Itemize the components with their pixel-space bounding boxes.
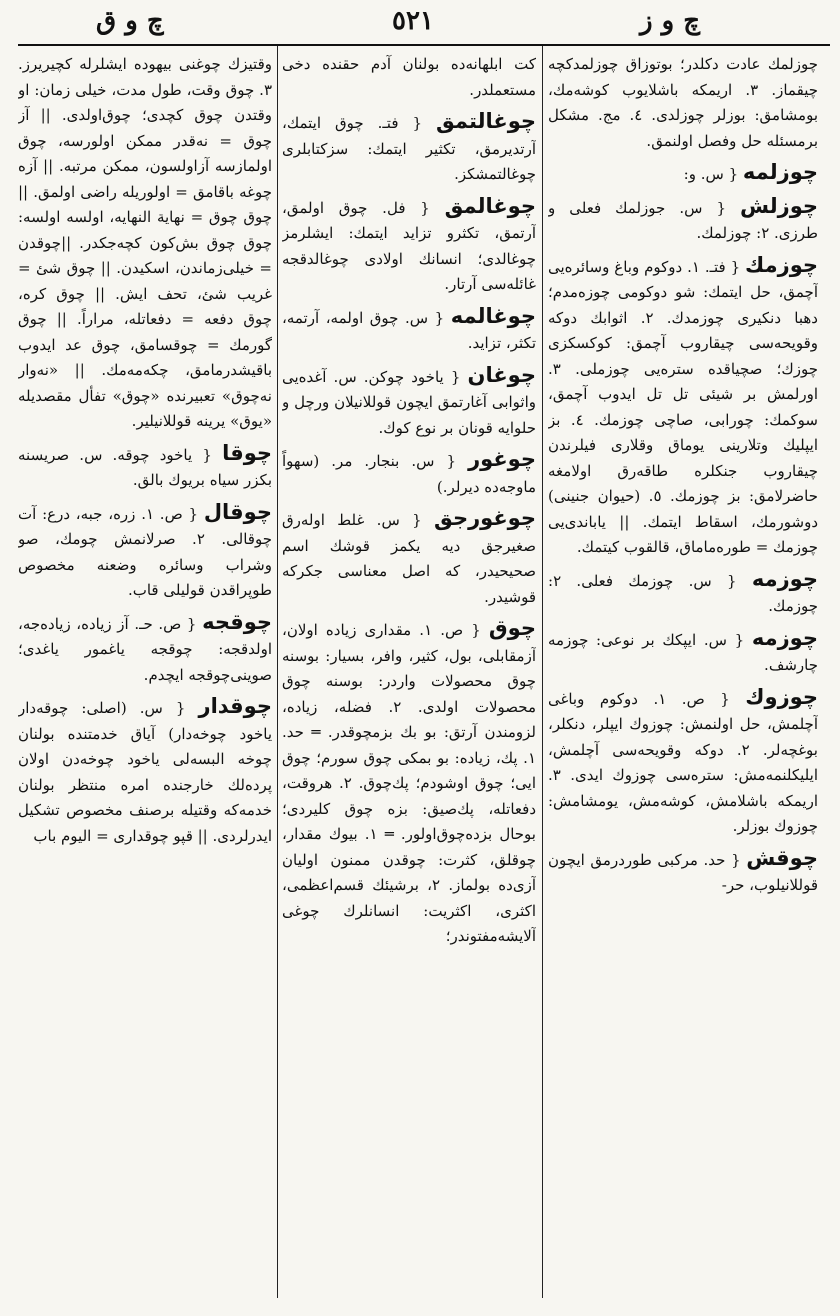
entry-headword: چوغالمق [444,193,536,218]
entry-definition: { س. (اصلى: چوقه‌دار ياخود چوخه‌دار) آياق خدمتنده بولنان چوخه البسه‌لى ياخود چوخه‌دن اولان پرده‌لك خارجنده امره منتظر بولنان خدمه‌كه وقتيله برصنف مخصوص تشكيل ايدرلردى. || قپو چوقدارى = اليوم باب [18,699,272,845]
entry-definition: چوزلمك عادت دكلدر؛ بوتوزاق چوزلمدكچه چيقماز. ٣. اريمكه باشلايوب كوشه‌مك، بومشامق: بوزلر چوزلدى. ٤. مج. مشكل برمسئله حل وفصل اولنمق. [548,55,818,150]
dictionary-entry [18,52,272,435]
entry-definition: { س. جوزلمك فعلى و طرزى. ٢: چوزلمك. [548,198,818,242]
entry-definition: { س. چوزمك فعلى. ٢: چوزمك. [548,571,818,615]
header-left-word: چ و ق [96,6,164,36]
entry-headword: چوزلش [740,193,818,218]
dictionary-entry [282,109,536,188]
entry-headword: چوغور [468,447,536,471]
dictionary-entry [548,567,818,620]
entry-definition: { س. و: [683,165,739,183]
entry-definition: { س. چوق اولمه، آرتمه، تكثر، تزايد. [282,308,536,352]
column-left [18,52,272,1302]
column-divider [277,46,278,1298]
dictionary-entry [282,363,536,442]
entry-definition: وقتيزك چوغنى بيهوده ايشلرله كچيريرز. ٣. چوق وقت، طول مدت، خيلى زمان: او وقتدن چوق كچدى؛ چوق‌اولدى. || آز چوق = نه‌قدر ممكن اولورسه، چوق اولمازسه آزاولسون، ممكن مرتبه. || آزه چوغه باقامق = اولوريله راضى اولمق. || چوق چوق = نهاية النهايه، اولسه اولسه: چوق چوق بش‌كون كچه‌جكدر. ||چوقدن = خيلى‌زماندن، اسكيدن. || چوق شئ = غريب شئ، تحف ايش. || چوق كره، چوق دفعه = دفعاتله، مراراً. || چوق گورمك = چوقسامق، چوق عد ايدوب باقيشدرمامق، چكه‌مه‌مك. || «نه‌وار نه‌چوق» تعبيرنده «چوق» تفأل مقصديله «يوق» يرينه قوللانيلير. [18,55,272,430]
entry-definition: { ص. ١. زره، جبه، درع: آت چوقالى. ٢. صرلانمش چومك، صو وشراب وسائره وضعنه مخصوص طوپراقدن قوليلى قاب. [18,504,272,599]
dictionary-entry [548,626,818,679]
column-middle [282,52,536,1302]
dictionary-entry [548,253,818,561]
dictionary-entry [282,194,536,298]
dictionary-entry [282,616,536,950]
entry-definition: { ص. ١. دوكوم وباغى آچلمش، حل اولنمش: چوزوك ايپلر، دنكلر، بوغچه‌لر. ٢. دوكه وقويحه‌سى آچلمش، ايليكلنمه‌مش: ستره‌سى چوزوك ايدى. ٣. اريمكه باشلامش، كوشه‌مش، يومشامش: چوزوك بوزلر. [548,689,818,835]
page-header [0,0,840,40]
entry-headword: چوقال [203,499,272,524]
dictionary-entry [548,194,818,247]
column-right [548,52,818,1302]
dictionary-entry [18,500,272,604]
dictionary-entry [548,160,818,188]
header-rule [18,44,830,46]
entry-definition: { س. غلط اوله‌رق صغيرجق ديه يكمز قوشك اسم صحيحيدر، كه اصل معناسى جكركه قوشيدر. [282,511,536,606]
dictionary-entry [548,685,818,840]
entry-definition: { س. ايپكك بر نوعى: چوزمه چارشف. [548,630,818,674]
entry-headword: چوغورجق [434,506,536,530]
dictionary-entry [548,52,818,154]
entry-definition: { ياخود چوكن. س. آغده‌يى واثوابى آغارتمق ايچون قوللانيلان ورچل و حلوايه قونان بر نوع كوك. [282,367,536,437]
entry-definition: { فتـ. چوق ايتمك، آرتديرمق، تكثير ايتمك: سزكتابلرى چوغالتمشكز. [282,114,536,183]
dictionary-entry [282,304,536,357]
entry-headword: چوق [488,616,536,640]
entry-definition: كت ابلهانه‌ده بولنان آدم حقنده دخى مستعملدر. [282,55,536,99]
entry-definition: { ص. حـ. آز زياده، زياده‌جه، اولدقجه: چوقجه ياغمور ياغدى؛ صوينى‌چوقجه ايچدم. [18,614,272,684]
entry-headword: چوزمه [751,625,818,650]
entry-headword: چوغالتمق [436,109,536,133]
dictionary-entry [18,610,272,689]
entry-definition: { ياخود چوقه. س. صريسنه بكزر سياه بريوك بالق. [18,445,272,489]
entry-headword: چوقدار [198,694,272,718]
entry-headword: چوقجه [202,609,272,634]
entry-definition: { ص. ١. مقدارى زياده اولان، آزمقابلى، بول، كثير، وافر، بسيار: بوسنه چوق محصولات واردر: بوسنه چوق محصولات اولدى. ٢. فضله، زياده، لزومندن آرتق: بو بك بزمچوقدر. ═ حد. ١. پك، زياده: بو بمكى چوق سورم؛ چوق ايى؛ چوق اوشودم؛ پك‌چوق. ٢. هروقت، دفعاتله، پك‌صيق: بزه چوق كليردى؛ بوحال بزده‌چوق‌اولور. ═ ١. بيوك مقدار، چوقلق، كثرت: چوقدن ممنون اوليان آزى‌ده بولماز. ٢، برشيئك قسم‌اعظمى، اكثرى، اكثريت: انسانلرك چوغى آلايشه‌مفتوندر؛ [282,621,536,945]
entry-headword: چوقا [222,440,272,465]
entry-headword: چوغالمه [450,303,536,328]
entry-definition: { س. بنجار. مر. (سهواً ماوجه‌ده ديرلر.) [282,452,536,496]
dictionary-entry [18,441,272,494]
dictionary-entry [282,52,536,103]
entry-headword: چوغان [467,362,536,387]
entry-headword: چوزوك [745,684,818,709]
dictionary-entry [18,694,272,849]
entry-headword: چوقش [746,845,818,870]
entry-definition: { حد. مركبى طوردرمق ايچون قوللانيلوب، حر- [548,850,818,894]
page-number: ٥٢١ [392,6,434,36]
entry-headword: چوزلمه [742,160,818,184]
header-right-word: چ و ز [640,6,700,36]
entry-definition: { فل. چوق اولمق، آرتمق، تكثرو تزايد ايتمك: ايشلرمز چوغالدى؛ انسانك اولادى چوغالدقجه غائله‌سى آرتار. [282,198,536,293]
entry-definition: { فتـ. ١. دوكوم وباغ وسائره‌يى آچمق، حل ايتمك: شو دوكومى چوزه‌مدم؛ دهبا دنكيرى چوزمدك. ٢. اثوابك دوكه وقويحه‌سى چيقاروب آچمق: كوكسكزى چوزك؛ صچياقده ستره‌يى چوزملى. ٣. اورلمش بر شيئى تل تل ايدوب آچمق، سوكمك: چورابى، صاچى چوزمك. ٤. بز ايپليك وتلارينى يوماق وقلارى فيلرندن چيقاروب جنكلره طاقه‌رق اولامغه حاضرلامق: بز چوزمك. ٥. (حيوان جنينى) دوشورمك، اسقاط ايتمك. || ياباندى‌يى چوزمك = طوره‌ماماق، قالقوب كيتمك. [548,257,818,556]
column-divider [542,46,543,1298]
dictionary-entry [548,846,818,899]
dictionary-entry [282,506,536,610]
entry-headword: چوزمك [745,252,818,277]
entry-headword: چوزمه [751,566,818,591]
dictionary-entry [282,447,536,500]
